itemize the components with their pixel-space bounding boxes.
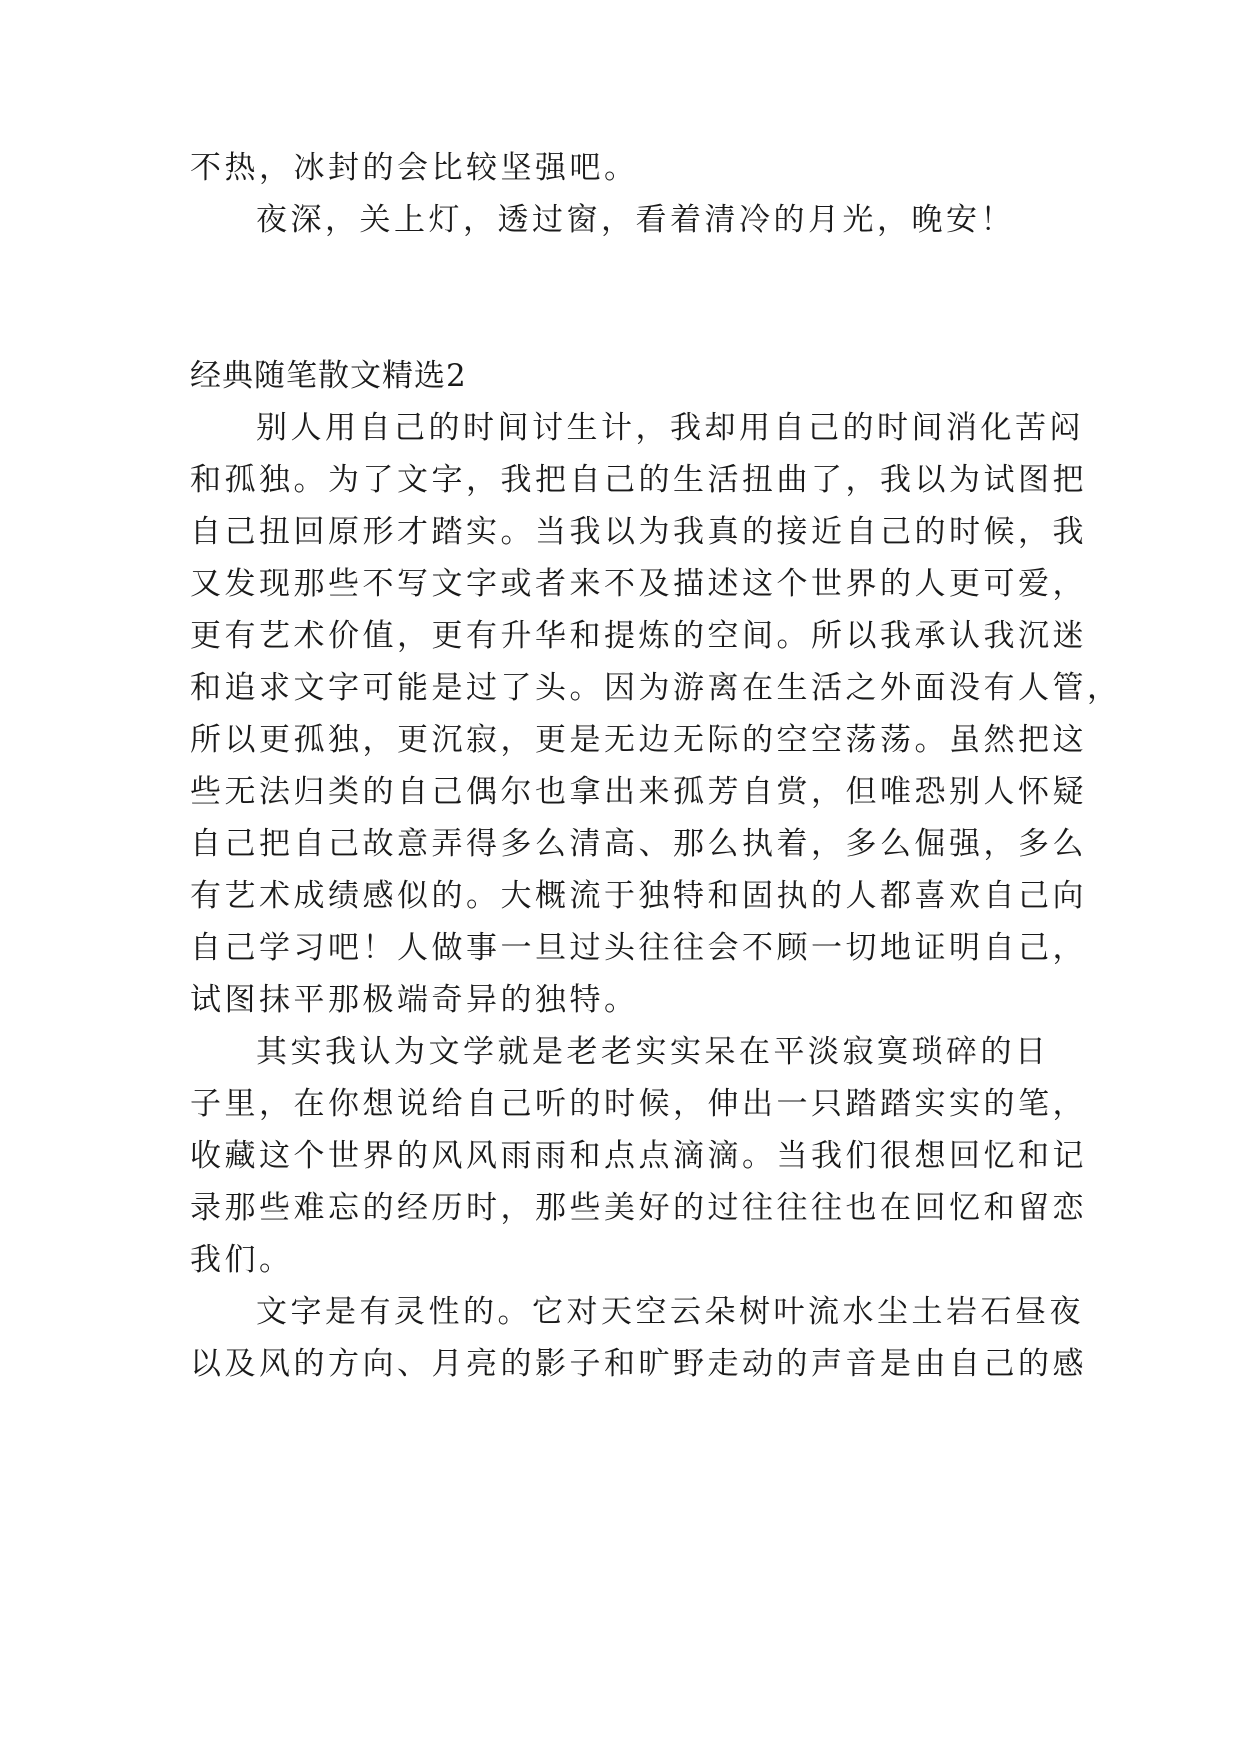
paragraph-line: 和追求文字可能是过了头。因为游离在生活之外面没有人管， — [190, 670, 1122, 706]
paragraph-line: 更有艺术价值，更有升华和提炼的空间。所以我承认我沉迷 — [190, 618, 1087, 654]
paragraph-line: 夜深，关上灯，透过窗，看着清冷的月光，晚安！ — [256, 202, 1015, 238]
paragraph-line: 又发现那些不写文字或者来不及描述这个世界的人更可爱， — [190, 566, 1087, 602]
paragraph-line: 所以更孤独，更沉寂，更是无边无际的空空荡荡。虽然把这 — [190, 722, 1087, 758]
paragraph-line: 子里，在你想说给自己听的时候，伸出一只踏踏实实的笔， — [190, 1086, 1087, 1122]
paragraph-line: 别人用自己的时间讨生计，我却用自己的时间消化苦闷 — [256, 410, 1084, 446]
paragraph-line: 录那些难忘的经历时，那些美好的过往往往也在回忆和留恋 — [190, 1190, 1087, 1226]
paragraph-line: 自己把自己故意弄得多么清高、那么执着，多么倔强，多么 — [190, 826, 1087, 862]
paragraph-line: 些无法归类的自己偶尔也拿出来孤芳自赏，但唯恐别人怀疑 — [190, 774, 1087, 810]
paragraph-line: 和孤独。为了文字，我把自己的生活扭曲了，我以为试图把 — [190, 462, 1087, 498]
paragraph-line: 文字是有灵性的。它对天空云朵树叶流水尘土岩石昼夜 — [256, 1294, 1084, 1330]
paragraph-line: 不热，冰封的会比较坚强吧。 — [190, 150, 639, 186]
paragraph-line: 其实我认为文学就是老老实实呆在平淡寂寞琐碎的日 — [256, 1034, 1050, 1070]
paragraph-line: 以及风的方向、月亮的影子和旷野走动的声音是由自己的感 — [190, 1346, 1087, 1382]
paragraph-line: 试图抹平那极端奇异的独特。 — [190, 982, 639, 1018]
paragraph-line: 自己扭回原形才踏实。当我以为我真的接近自己的时候，我 — [190, 514, 1087, 550]
paragraph-line: 我们。 — [190, 1242, 294, 1278]
section-heading: 经典随笔散文精选2 — [190, 358, 467, 394]
paragraph-line: 自己学习吧！人做事一旦过头往往会不顾一切地证明自己， — [190, 930, 1087, 966]
paragraph-line: 有艺术成绩感似的。大概流于独特和固执的人都喜欢自己向 — [190, 878, 1087, 914]
paragraph-line: 收藏这个世界的风风雨雨和点点滴滴。当我们很想回忆和记 — [190, 1138, 1087, 1174]
